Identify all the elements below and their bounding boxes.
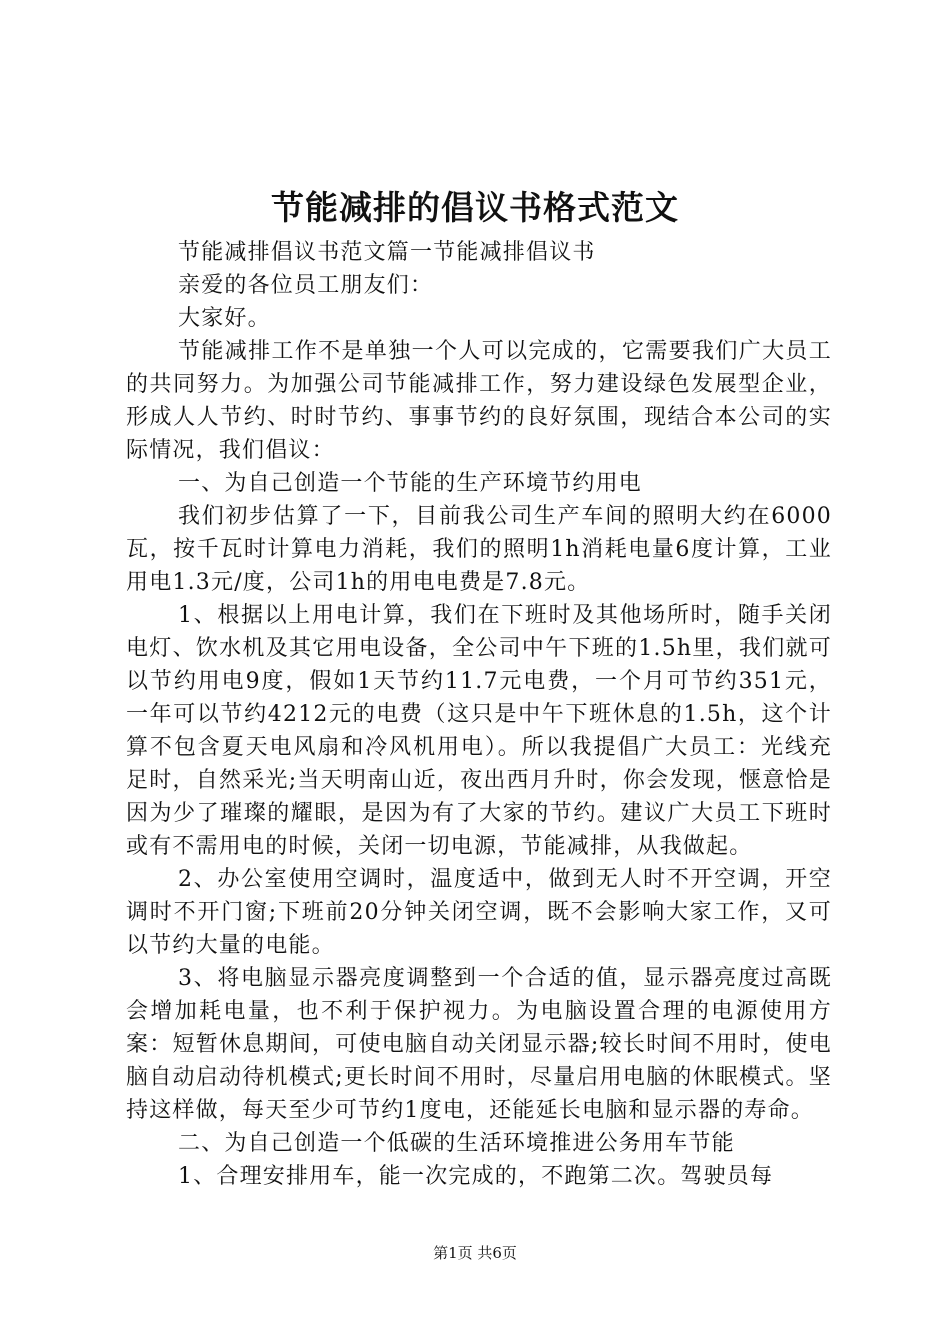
paragraph-vehicle-1: 1、合理安排用车，能一次完成的，不跑第二次。驾驶员每 [178, 1164, 774, 1189]
section-heading-1: 一、为自己创造一个节能的生产环境节约用电 [178, 471, 643, 496]
paragraph-subtitle: 节能减排倡议书范文篇一节能减排倡议书 [178, 240, 596, 265]
page-footer: 第1页 共6页 [433, 1244, 517, 1262]
paragraph-item-1: 1、根据以上用电计算，我们在下班时及其他场所时，随手关闭电灯、饮水机及其它用电设备，全公司中午下班的1.5h里，我们就可以节约用电9度，假如1天节约11.7元电费，一个月可节约351元，一年可以节约4212元的电费（这只是中午下班休息的1.5h，这个计算不包含夏天电风扇和冷风机用电）。所以我提倡广大员工：光线充足时，自然采光;当天明南山近，夜出西月升时，你会发现，惬意恰是因为少了璀璨的耀眼，是因为有了大家的节约。建议广大员工下班时或有不需用电的时候，关闭一切电源，节能减排，从我做起。 [126, 603, 832, 859]
paragraph-item-2: 2、办公室使用空调时，温度适中，做到无人时不开空调，开空调时不开门窗;下班前20分钟关闭空调，既不会影响大家工作，又可以节约大量的电能。 [126, 867, 832, 958]
document-title: 节能减排的倡议书格式范文 [271, 188, 679, 227]
section-heading-2: 二、为自己创造一个低碳的生活环境推进公务用车节能 [178, 1131, 735, 1156]
paragraph-intro: 节能减排工作不是单独一个人可以完成的，它需要我们广大员工的共同努力。为加强公司节能减排工作，努力建设绿色发展型企业，形成人人节约、时时节约、事事节约的良好氛围，现结合本公司的实际情况，我们倡议： [126, 339, 832, 463]
paragraph-estimate: 我们初步估算了一下，目前我公司生产车间的照明大约在6000瓦，按千瓦时计算电力消耗，我们的照明1h消耗电量6度计算，工业用电1.3元/度，公司1h的用电电费是7.8元。 [126, 504, 832, 595]
document-body [126, 236, 832, 1193]
paragraph-salutation: 亲爱的各位员工朋友们： [178, 273, 434, 298]
paragraph-greeting: 大家好。 [178, 306, 271, 331]
paragraph-item-3: 3、将电脑显示器亮度调整到一个合适的值，显示器亮度过高既会增加耗电量，也不利于保护视力。为电脑设置合理的电源使用方案：短暂休息期间，可使电脑自动关闭显示器;较长时间不用时，使电脑自动启动待机模式;更长时间不用时，尽量启用电脑的休眠模式。坚持这样做，每天至少可节约1度电，还能延长电脑和显示器的寿命。 [126, 966, 832, 1123]
